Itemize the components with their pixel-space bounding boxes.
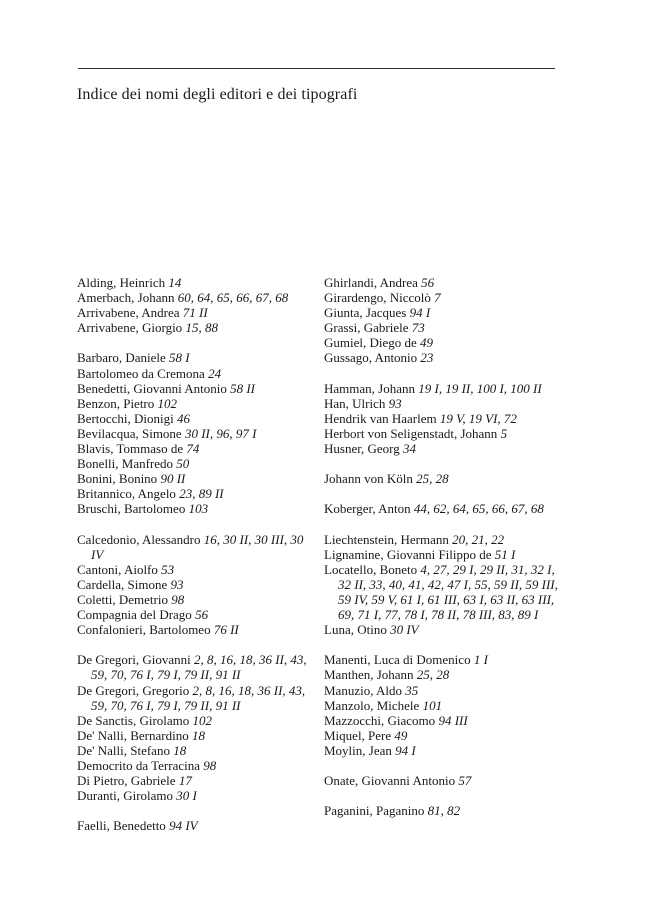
- index-entry-pages: 1 I: [473, 652, 488, 668]
- index-entry-pages: 94 III: [438, 712, 468, 728]
- index-entry-name: Manzolo, Michele: [324, 697, 420, 713]
- index-entry: [77, 728, 317, 743]
- index-entry-name: Calcedonio, Alessandro: [77, 531, 201, 547]
- index-entry-name: Manuzio, Aldo: [324, 682, 402, 698]
- index-entry-name: Duranti, Girolamo: [77, 788, 174, 804]
- index-group-gap: [324, 758, 564, 773]
- index-entry-name: Gumiel, Diego de: [324, 335, 417, 351]
- index-entry-name: Arrivabene, Andrea: [77, 305, 180, 321]
- index-entry-pages: 5: [500, 425, 508, 441]
- index-entry-pages: 20, 21, 22: [452, 531, 505, 547]
- index-group-gap: [324, 637, 564, 652]
- index-entry: [77, 396, 317, 411]
- index-entry-name: Moylin, Jean: [324, 742, 392, 758]
- index-entry: [324, 320, 564, 335]
- index-entry: [324, 728, 564, 743]
- index-entry-name: Benedetti, Giovanni Antonio: [77, 380, 227, 396]
- index-entry: [77, 366, 317, 381]
- index-entry-pages: 49: [420, 335, 434, 351]
- index-entry-pages: 19 I, 19 II, 100 I, 100 II: [418, 380, 542, 396]
- index-entry: [324, 803, 564, 818]
- index-entry-name: Manenti, Luca di Domenico: [324, 652, 471, 668]
- index-group-gap: [77, 637, 317, 652]
- index-entry-name: Britannico, Angelo: [77, 486, 176, 502]
- index-entry-name: Gussago, Antonio: [324, 350, 418, 366]
- index-entry-name: Cantoni, Aiolfo: [77, 561, 158, 577]
- index-entry: [324, 683, 564, 698]
- index-entry: [77, 320, 317, 335]
- index-entry-pages: 102: [192, 712, 213, 728]
- index-entry-pages: 93: [388, 395, 402, 411]
- index-entry: [324, 698, 564, 713]
- index-entry-pages: 73: [411, 320, 425, 336]
- index-entry-pages: 56: [195, 607, 209, 623]
- index-entry: [77, 426, 317, 441]
- index-entry: [324, 562, 564, 622]
- index-entry: [324, 773, 564, 788]
- index-entry-name: Lignamine, Giovanni Filippo de: [324, 546, 492, 562]
- index-entry-pages: 18: [191, 727, 205, 743]
- index-group-gap: [324, 486, 564, 501]
- index-entry: [77, 773, 317, 788]
- index-entry: [324, 622, 564, 637]
- index-entry-name: Onate, Giovanni Antonio: [324, 773, 456, 789]
- index-entry-name: Luna, Otino: [324, 622, 387, 638]
- index-entry: [77, 486, 317, 501]
- index-entry: [77, 471, 317, 486]
- index-entry-pages: 53: [161, 561, 175, 577]
- index-entry-pages: 49: [394, 727, 408, 743]
- page-title: Indice dei nomi degli editori e dei tipografi: [77, 86, 358, 103]
- index-entry: [77, 441, 317, 456]
- index-entry-name: Amerbach, Johann: [77, 290, 175, 306]
- index-entry: [324, 547, 564, 562]
- index-entry: [77, 652, 317, 682]
- index-entry-pages: 57: [458, 773, 472, 789]
- index-entry-pages: 35: [405, 682, 419, 698]
- index-entry-name: Mazzocchi, Giacomo: [324, 712, 436, 728]
- index-entry-pages: 46: [177, 410, 191, 426]
- index-entry-pages: 24: [208, 365, 222, 381]
- index-entry-pages: 44, 62, 64, 65, 66, 67, 68: [413, 501, 544, 517]
- index-entry: [324, 350, 564, 365]
- index-entry: [77, 577, 317, 592]
- index-group-gap: [77, 803, 317, 818]
- index-entry-name: De Gregori, Gregorio: [77, 682, 190, 698]
- index-entry-pages: 81, 82: [427, 803, 461, 819]
- index-entry-name: Manthen, Johann: [324, 667, 414, 683]
- index-entry-name: Barbaro, Daniele: [77, 350, 166, 366]
- index-group-gap: [324, 788, 564, 803]
- index-entry: [77, 592, 317, 607]
- index-entry: [324, 305, 564, 320]
- index-entry-pages: 15, 88: [185, 320, 218, 336]
- index-entry: [324, 532, 564, 547]
- index-entry-name: Coletti, Demetrio: [77, 591, 168, 607]
- index-entry-name: Confalonieri, Bartolomeo: [77, 622, 211, 638]
- index-entry-name: Blavis, Tommaso de: [77, 441, 184, 457]
- index-entry: [77, 411, 317, 426]
- index-entry: [324, 381, 564, 396]
- index-entry-name: Paganini, Paganino: [324, 803, 425, 819]
- index-entry-pages: 50: [176, 456, 190, 472]
- index-entry: [324, 426, 564, 441]
- index-entry-pages: 2, 8, 16, 18, 36 II, 43, 59, 70, 76 I, 79 I, 79 II, 91 II: [91, 652, 307, 683]
- index-entry: [324, 667, 564, 682]
- index-entry-pages: 76 II: [213, 622, 239, 638]
- index-entry-pages: 98: [203, 758, 217, 773]
- index-entry: [324, 743, 564, 758]
- index-entry-pages: 94 IV: [169, 818, 198, 834]
- index-entry: [324, 335, 564, 350]
- index-entry-pages: 14: [168, 275, 182, 290]
- index-entry-pages: 93: [170, 576, 184, 592]
- index-entry-pages: 30 IV: [390, 622, 419, 638]
- index-entry-name: Koberger, Anton: [324, 501, 411, 517]
- header-rule: [78, 68, 555, 69]
- index-entry: [324, 396, 564, 411]
- index-entry-pages: 30 II, 96, 97 I: [184, 425, 257, 441]
- index-entry-name: Arrivabene, Giorgio: [77, 320, 183, 336]
- index-entry: [77, 788, 317, 803]
- index-entry-pages: 4, 27, 29 I, 29 II, 31, 32 I, 32 II, 33, 40, 41, 42, 47 I, 55, 59 II, 59 III, 59 IV, 59 V, 61 I, 61 III, 63 I, 63 II, 63 III, 69, 71 I, 77, 78 I, 78 II, 78 III, 83, 89 I: [338, 561, 558, 623]
- index-entry-name: Cardella, Simone: [77, 576, 168, 592]
- index-column-left: [77, 275, 317, 833]
- index-entry-name: De Sanctis, Girolamo: [77, 712, 190, 728]
- index-entry-name: Locatello, Boneto: [324, 561, 418, 577]
- index-entry-name: Bevilacqua, Simone: [77, 425, 182, 441]
- index-entry-name: Grassi, Gabriele: [324, 320, 409, 336]
- index-entry: [324, 441, 564, 456]
- index-entry-pages: 58 II: [230, 380, 256, 396]
- index-group-gap: [324, 366, 564, 381]
- index-entry-name: Di Pietro, Gabriele: [77, 773, 176, 789]
- index-entry-pages: 23, 89 II: [179, 486, 224, 502]
- index-entry: [77, 350, 317, 365]
- index-entry: [324, 275, 564, 290]
- index-entry-pages: 56: [421, 275, 435, 290]
- index-entry-pages: 94 I: [409, 305, 431, 321]
- index-entry: [77, 683, 317, 713]
- index-group-gap: [77, 335, 317, 350]
- index-entry-name: Faelli, Benedetto: [77, 818, 166, 834]
- index-entry: [324, 652, 564, 667]
- index-entry: [77, 290, 317, 305]
- index-entry-name: Miquel, Pere: [324, 727, 392, 743]
- index-group-gap: [324, 517, 564, 532]
- index-entry-name: De Gregori, Giovanni: [77, 652, 191, 668]
- index-entry: [77, 501, 317, 516]
- index-entry-pages: 30 I: [176, 788, 197, 804]
- index-entry-pages: 23: [420, 350, 434, 366]
- index-entry-name: Husner, Georg: [324, 441, 400, 457]
- index-entry-name: Bonini, Bonino: [77, 471, 158, 487]
- index-entry-pages: 19 V, 19 VI, 72: [439, 410, 517, 426]
- index-entry-name: Benzon, Pietro: [77, 395, 155, 411]
- index-entry-name: Girardengo, Niccolò: [324, 290, 431, 306]
- index-entry-pages: 16, 30 II, 30 III, 30 IV: [91, 531, 304, 562]
- index-entry-pages: 74: [186, 441, 200, 457]
- index-entry-name: Johann von Köln: [324, 471, 413, 487]
- index-entry-name: Hendrik van Haarlem: [324, 410, 437, 426]
- index-entry: [324, 501, 564, 516]
- index-entry: [77, 305, 317, 320]
- index-entry: [77, 622, 317, 637]
- index-entry-pages: 58 I: [169, 350, 190, 366]
- index-entry: [324, 471, 564, 486]
- index-entry-pages: 25, 28: [416, 667, 450, 683]
- index-entry-pages: 71 II: [182, 305, 208, 321]
- index-entry-pages: 94 I: [395, 742, 416, 758]
- index-entry-name: Giunta, Jacques: [324, 305, 407, 321]
- index-entry: [77, 532, 317, 562]
- index-entry-pages: 17: [178, 773, 192, 789]
- index-entry-name: De' Nalli, Bernardino: [77, 727, 189, 743]
- index-group-gap: [324, 456, 564, 471]
- index-entry-name: De' Nalli, Stefano: [77, 742, 170, 758]
- index-entry: [77, 818, 317, 833]
- index-entry-pages: 18: [173, 742, 187, 758]
- index-entry-pages: 103: [188, 501, 209, 517]
- index-entry-name: Liechtenstein, Hermann: [324, 531, 449, 547]
- index-entry: [77, 758, 317, 773]
- index-entry-name: Bonelli, Manfredo: [77, 456, 174, 472]
- index-entry-pages: 34: [403, 441, 417, 457]
- index-entry-pages: 98: [171, 591, 185, 607]
- index-entry-name: Hamman, Johann: [324, 380, 415, 396]
- index-entry: [324, 713, 564, 728]
- index-entry: [324, 411, 564, 426]
- index-entry-pages: 51 I: [494, 546, 516, 562]
- index-entry-pages: 102: [157, 395, 178, 411]
- index-entry: [77, 275, 317, 290]
- index-entry: [77, 743, 317, 758]
- index-entry: [324, 290, 564, 305]
- index-entry-name: Bruschi, Bartolomeo: [77, 501, 186, 517]
- index-entry-name: Bertocchi, Dionigi: [77, 410, 174, 426]
- index-entry-pages: 25, 28: [416, 471, 449, 487]
- index-entry: [77, 381, 317, 396]
- index-entry-pages: 2, 8, 16, 18, 36 II, 43, 59, 70, 76 I, 79 I, 79 II, 91 II: [91, 682, 306, 713]
- index-entry-name: Han, Ulrich: [324, 395, 386, 411]
- index-entry: [77, 562, 317, 577]
- index-entry-name: Democrito da Terracina: [77, 758, 201, 773]
- index-entry-pages: 60, 64, 65, 66, 67, 68: [177, 290, 289, 306]
- index-group-gap: [77, 517, 317, 532]
- index-entry-name: Alding, Heinrich: [77, 275, 166, 290]
- index-entry-pages: 101: [422, 697, 443, 713]
- index-column-right: [324, 275, 564, 818]
- index-entry-name: Ghirlandi, Andrea: [324, 275, 418, 290]
- index-entry: [77, 607, 317, 622]
- index-entry: [77, 456, 317, 471]
- index-entry-name: Bartolomeo da Cremona: [77, 365, 205, 381]
- index-entry: [77, 713, 317, 728]
- index-entry-pages: 90 II: [160, 471, 186, 487]
- index-entry-pages: 7: [434, 290, 441, 306]
- index-entry-name: Compagnia del Drago: [77, 607, 192, 623]
- index-entry-name: Herbort von Seligenstadt, Johann: [324, 425, 498, 441]
